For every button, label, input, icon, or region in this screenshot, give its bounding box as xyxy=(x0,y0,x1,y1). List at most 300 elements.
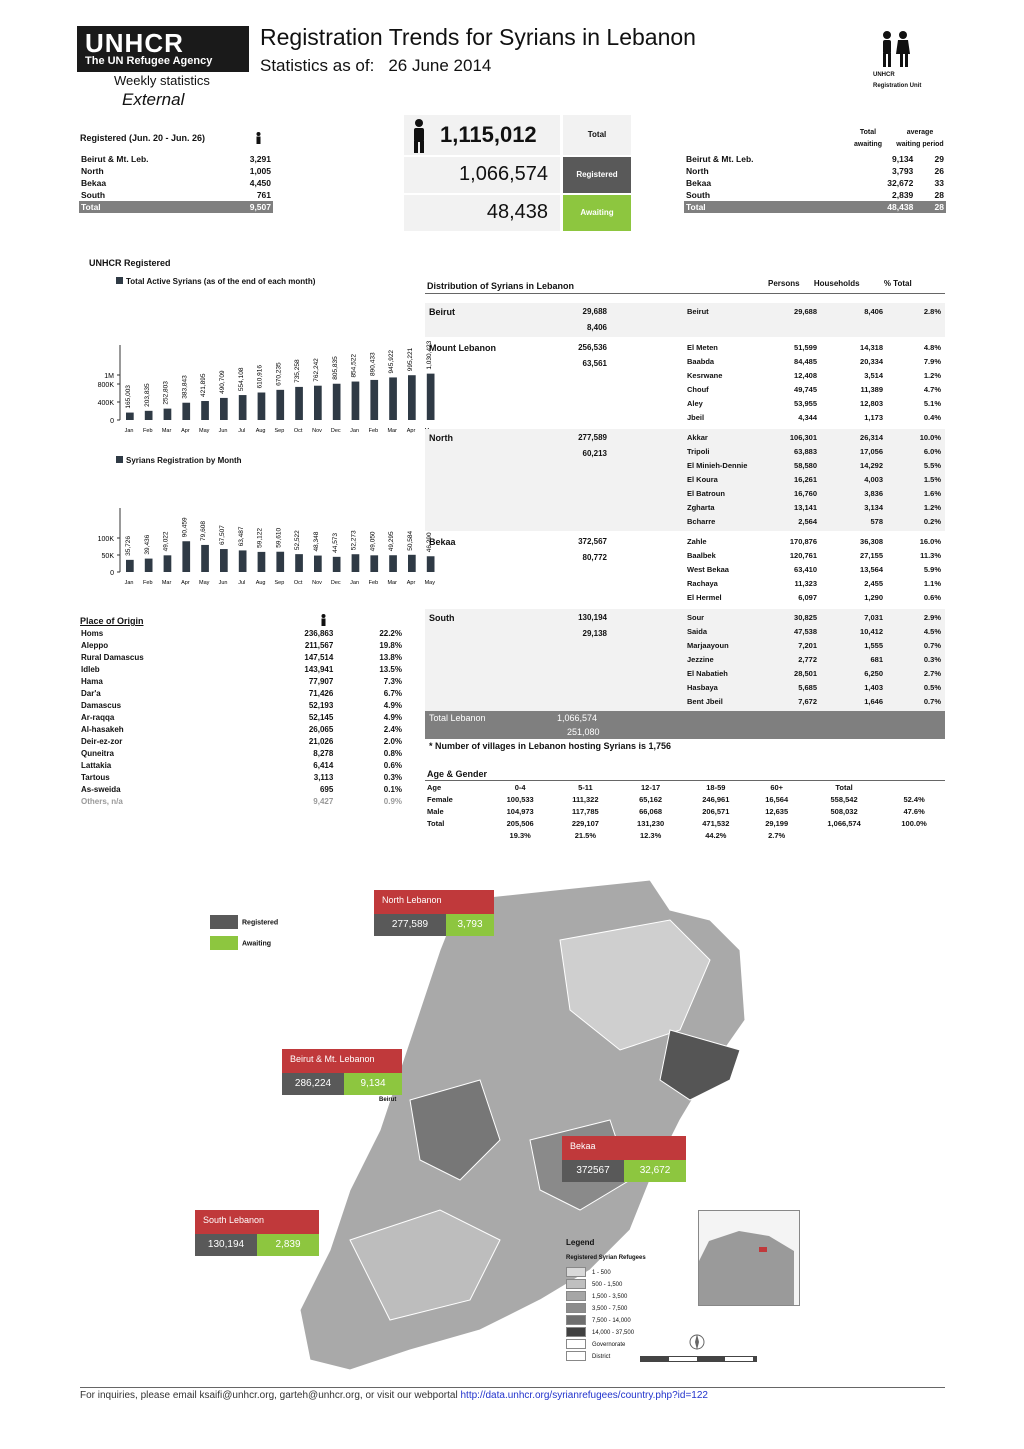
divider xyxy=(425,293,945,294)
y-tick-label: 400K xyxy=(97,400,114,407)
x-tick-label: Jul xyxy=(238,428,246,434)
chart1-legend-text: Total Active Syrians (as of the end of each month) xyxy=(126,277,316,286)
region-persons: 130,194 xyxy=(578,613,607,622)
district-name: El Minieh-Dennie xyxy=(687,461,748,470)
district-percent: 2.9% xyxy=(923,613,941,622)
district-households: 11,389 xyxy=(860,385,883,394)
district-households: 20,334 xyxy=(860,357,883,366)
table-cell: 4.9% xyxy=(383,701,402,710)
data-label: 762,242 xyxy=(313,358,320,382)
map-legend-registered xyxy=(210,915,278,929)
table-cell: Bekaa xyxy=(686,178,712,188)
district-persons: 5,685 xyxy=(798,683,817,692)
x-tick-label: May xyxy=(199,580,210,586)
percent-header: % Total xyxy=(883,279,912,288)
legend-swatch xyxy=(566,1267,586,1277)
table-cell: Female xyxy=(427,795,453,804)
table-cell: 4,450 xyxy=(249,178,271,188)
table-row xyxy=(425,782,945,794)
table-cell: 19.8% xyxy=(379,641,402,650)
registered-week-heading: Registered (Jun. 20 - Jun. 26) xyxy=(80,133,206,143)
data-label: 44,573 xyxy=(331,532,339,553)
data-label: 854,522 xyxy=(350,354,358,378)
awaiting-count: 48,438 xyxy=(486,201,548,223)
total-label: Total xyxy=(563,115,631,155)
bar xyxy=(276,552,284,572)
bar xyxy=(126,560,134,572)
legend-swatch xyxy=(566,1303,586,1313)
legend-label: Governorate xyxy=(592,1342,626,1348)
x-tick-label: Feb xyxy=(368,580,379,586)
table-cell: 2,839 xyxy=(892,190,914,200)
table-cell: 205,506 xyxy=(506,819,534,828)
table-cell: Dar'a xyxy=(81,689,101,698)
district-persons: 51,599 xyxy=(794,343,817,352)
callout-north-registered: 277,589 xyxy=(374,914,446,936)
villages-note: * Number of villages in Lebanon hosting Syrians is 1,756 xyxy=(429,741,672,751)
district-percent: 4.5% xyxy=(923,627,941,636)
table-row xyxy=(79,760,404,772)
bar xyxy=(145,411,153,420)
table-row xyxy=(684,189,946,201)
bar xyxy=(201,401,209,420)
x-tick-label: Jun xyxy=(218,580,228,586)
district-name: Beirut xyxy=(687,307,709,316)
callout-south-registered: 130,194 xyxy=(195,1234,257,1256)
data-label: 90,459 xyxy=(181,517,189,538)
table-cell: Deir-ez-zor xyxy=(81,737,123,746)
table-cell: 143,941 xyxy=(304,665,334,674)
district-percent: 0.5% xyxy=(923,683,941,692)
divider xyxy=(425,780,945,781)
data-label: 63,487 xyxy=(237,526,245,547)
distribution-heading: Distribution of Syrians in Lebanon xyxy=(427,281,575,291)
district-households: 1,173 xyxy=(864,413,883,422)
bar xyxy=(370,555,378,572)
table-row xyxy=(79,177,273,189)
map-legend-list xyxy=(566,1267,634,1363)
table-row xyxy=(684,165,946,177)
district-percent: 5.5% xyxy=(923,461,941,470)
stats-label: Statistics as of: xyxy=(260,56,375,75)
district-households: 8,406 xyxy=(864,307,883,316)
table-cell: 4.9% xyxy=(383,713,402,722)
legend-item xyxy=(566,1303,634,1315)
data-label: 52,522 xyxy=(294,530,302,551)
table-row xyxy=(79,628,404,640)
origin-table xyxy=(79,628,404,808)
district-households: 1,646 xyxy=(864,697,883,706)
origin-heading: Place of Origin xyxy=(80,616,144,626)
chart1-legend xyxy=(116,277,315,286)
bar xyxy=(314,556,322,572)
table-cell: 28 xyxy=(934,190,944,200)
data-label: 735,258 xyxy=(294,359,302,383)
callout-south-title: South Lebanon xyxy=(195,1210,319,1234)
district-percent: 0.7% xyxy=(923,641,941,650)
unit-line-1: UNHCR xyxy=(873,72,895,78)
table-cell: 147,514 xyxy=(304,653,334,662)
registered-count-box xyxy=(404,157,560,193)
table-cell: 246,961 xyxy=(702,795,730,804)
table-row xyxy=(79,676,404,688)
district-percent: 16.0% xyxy=(919,537,941,546)
table-cell: Al-hasakeh xyxy=(81,725,124,734)
district-persons: 63,883 xyxy=(794,447,817,456)
legend-item xyxy=(566,1291,634,1303)
data-label: 52,273 xyxy=(350,530,358,551)
region-households: 29,138 xyxy=(582,629,607,638)
table-cell: 21.5% xyxy=(574,831,597,840)
x-tick-label: Nov xyxy=(312,580,322,586)
unit-line-2: Registration Unit xyxy=(873,83,922,89)
district-name: Aley xyxy=(687,399,703,408)
district-name: Akkar xyxy=(687,433,708,442)
table-cell: Beirut & Mt. Leb. xyxy=(686,154,754,164)
bar xyxy=(295,387,303,420)
map-callout-north xyxy=(374,890,494,936)
table-cell: 0.9% xyxy=(383,797,402,806)
legend-label: 500 - 1,500 xyxy=(592,1282,623,1288)
bar xyxy=(333,557,341,572)
table-cell: As-sweida xyxy=(81,785,121,794)
legend-label: 1 - 500 xyxy=(592,1270,611,1276)
table-cell: Rural Damascus xyxy=(81,653,144,662)
x-tick-label: Aug xyxy=(255,580,266,586)
bar xyxy=(314,386,322,420)
person-icon xyxy=(410,119,428,153)
legend-item xyxy=(566,1279,634,1291)
households-header: Households xyxy=(813,279,860,288)
bar xyxy=(276,390,284,420)
table-row xyxy=(79,712,404,724)
data-label: 59,122 xyxy=(256,528,264,548)
table-row xyxy=(79,784,404,796)
district-name: Bent Jbeil xyxy=(687,697,723,706)
legend-swatch xyxy=(116,456,123,463)
table-row xyxy=(79,796,404,808)
data-label: 59,610 xyxy=(275,527,283,548)
table-cell: 77,907 xyxy=(308,677,334,686)
table-cell: 44.2% xyxy=(705,831,727,840)
table-cell: 508,032 xyxy=(830,807,858,816)
x-tick-label: Jun xyxy=(218,428,228,434)
table-row xyxy=(79,201,273,213)
lebanon-map xyxy=(240,880,760,1380)
district-percent: 1.2% xyxy=(923,371,941,380)
legend-swatch xyxy=(566,1339,586,1349)
x-tick-label: Dec xyxy=(330,580,341,586)
bar xyxy=(164,555,172,572)
district-percent: 6.0% xyxy=(923,447,941,456)
table-cell: 2.4% xyxy=(383,725,402,734)
x-tick-label: Feb xyxy=(143,580,153,586)
district-households: 3,836 xyxy=(864,489,883,498)
table-cell: 236,863 xyxy=(304,629,334,638)
district-name: Jezzine xyxy=(687,655,714,664)
table-row xyxy=(79,736,404,748)
data-label: 49,050 xyxy=(369,531,377,552)
chart1-heading: UNHCR Registered xyxy=(89,258,171,268)
table-cell: 12-17 xyxy=(641,783,661,792)
district-persons: 2,772 xyxy=(798,655,817,664)
bar xyxy=(258,552,266,572)
district-persons: 11,323 xyxy=(794,579,817,588)
table-cell: 33 xyxy=(934,178,944,188)
district-persons: 7,201 xyxy=(798,641,817,650)
table-cell: Age xyxy=(427,783,442,792)
total-count-box xyxy=(404,115,560,155)
persons-header: Persons xyxy=(768,279,800,288)
total-lebanon-households: 251,080 xyxy=(567,727,600,737)
table-cell: 13.8% xyxy=(379,653,402,662)
x-tick-label: May xyxy=(199,428,210,434)
region-persons: 277,589 xyxy=(578,433,607,442)
y-tick-label: 1M xyxy=(104,373,114,380)
legend-label: 14,000 - 37,500 xyxy=(592,1330,635,1336)
table-cell: 0.8% xyxy=(383,749,402,758)
x-tick-label: May xyxy=(424,580,435,586)
district-persons: 7,672 xyxy=(798,697,817,706)
table-cell: 52,145 xyxy=(308,713,334,722)
y-tick-label: 50K xyxy=(101,553,114,560)
map-legend-title: Legend xyxy=(566,1238,595,1247)
region-name: Mount Lebanon xyxy=(429,343,496,353)
table-cell: 6,414 xyxy=(313,761,334,770)
region-households: 8,406 xyxy=(586,323,607,332)
district-households: 1,290 xyxy=(864,593,883,602)
district-persons: 16,760 xyxy=(794,489,817,498)
x-tick-label: Apr xyxy=(181,580,190,586)
table-cell: 229,107 xyxy=(571,819,599,828)
legend-swatch xyxy=(116,277,123,284)
district-name: El Koura xyxy=(687,475,718,484)
district-households: 3,134 xyxy=(864,503,883,512)
logo-sub: The UN Refugee Agency xyxy=(85,55,213,67)
stats-date-line xyxy=(260,56,491,76)
callout-bekaa-title: Bekaa xyxy=(562,1136,686,1160)
map-legend-subtitle: Registered Syrian Refugees xyxy=(566,1255,646,1261)
district-percent: 4.7% xyxy=(923,385,941,394)
bar xyxy=(389,555,397,572)
table-cell: Beirut & Mt. Leb. xyxy=(81,154,149,164)
data-label: 203,835 xyxy=(143,383,151,407)
data-label: 39,436 xyxy=(143,534,151,555)
legend-swatch xyxy=(566,1351,586,1361)
awaiting-label: Awaiting xyxy=(563,195,631,231)
table-cell: 12,635 xyxy=(765,807,789,816)
data-label: 67,507 xyxy=(219,525,226,546)
district-persons: 2,564 xyxy=(798,517,817,526)
data-label: 554,108 xyxy=(237,367,245,392)
table-cell: 117,785 xyxy=(572,807,599,816)
district-percent: 5.1% xyxy=(923,399,941,408)
district-persons: 84,485 xyxy=(794,357,817,366)
table-row xyxy=(684,201,946,213)
district-households: 681 xyxy=(870,655,883,664)
table-cell: 16,564 xyxy=(765,795,789,804)
district-percent: 0.6% xyxy=(923,593,941,602)
data-label: 49,295 xyxy=(388,531,396,552)
district-name: Zgharta xyxy=(687,503,715,512)
total-lebanon-persons: 1,066,574 xyxy=(557,713,598,723)
district-name: Chouf xyxy=(687,385,709,394)
table-row xyxy=(684,153,946,165)
district-persons: 47,538 xyxy=(794,627,817,636)
data-label: 421,895 xyxy=(200,373,208,398)
table-cell: 1,066,574 xyxy=(827,819,861,828)
bar xyxy=(389,377,397,420)
x-tick-label: Jul xyxy=(238,580,246,586)
table-cell: North xyxy=(686,166,709,176)
table-cell: Idleb xyxy=(81,665,100,674)
table-cell: 2.7% xyxy=(768,831,786,840)
district-name: Kesrwane xyxy=(687,371,723,380)
table-cell: Total xyxy=(835,783,853,792)
data-label: 50,584 xyxy=(407,530,414,551)
district-percent: 2.7% xyxy=(923,669,941,678)
callout-beirut-title: Beirut & Mt. Lebanon xyxy=(282,1049,402,1073)
district-households: 7,031 xyxy=(864,613,883,622)
people-icon xyxy=(878,30,914,75)
table-cell xyxy=(883,782,945,794)
region-block xyxy=(425,609,945,711)
table-cell: 0.6% xyxy=(383,761,402,770)
table-cell: 26,065 xyxy=(308,725,334,734)
legend-swatch xyxy=(566,1315,586,1325)
x-tick-label: Aug xyxy=(255,428,266,434)
callout-south-awaiting: 2,839 xyxy=(257,1234,319,1256)
legend-label: 1,500 - 3,500 xyxy=(592,1294,628,1300)
registered-count: 1,066,574 xyxy=(459,163,548,185)
district-households: 14,318 xyxy=(860,343,883,352)
table-cell: 3,291 xyxy=(249,154,271,164)
weekly-label: Weekly statistics xyxy=(114,73,210,88)
table-cell: Male xyxy=(427,807,444,816)
district-percent: 1.5% xyxy=(923,475,941,484)
table-cell: 695 xyxy=(319,785,334,794)
callout-bekaa-awaiting: 32,672 xyxy=(624,1160,686,1182)
legend-swatch xyxy=(566,1279,586,1289)
footer-divider xyxy=(80,1387,945,1388)
table-cell: 100,533 xyxy=(506,795,534,804)
y-tick-label: 0 xyxy=(110,570,114,577)
table-cell: 65,162 xyxy=(639,795,663,804)
bar xyxy=(408,375,416,420)
map-legend-awaiting xyxy=(210,936,271,950)
district-name: Hasbaya xyxy=(687,683,718,692)
district-households: 27,155 xyxy=(860,551,883,560)
x-tick-label: Mar xyxy=(161,580,172,586)
distribution-col-headers xyxy=(768,279,912,288)
x-tick-label: Oct xyxy=(293,580,303,586)
table-cell: 66,068 xyxy=(639,807,663,816)
map-callout-south xyxy=(195,1210,319,1256)
bar xyxy=(164,409,172,420)
district-percent: 0.3% xyxy=(923,655,941,664)
map-legend-awaiting-text: Awaiting xyxy=(242,940,272,948)
y-tick-label: 800K xyxy=(97,382,114,389)
district-percent: 4.8% xyxy=(923,343,941,352)
district-name: West Bekaa xyxy=(687,565,729,574)
webportal-link[interactable]: http://data.unhcr.org/syrianrefugees/country.php?id=122 xyxy=(460,1390,708,1401)
data-label: 79,608 xyxy=(200,521,208,541)
district-households: 3,514 xyxy=(864,371,883,380)
chart2-legend-text: Syrians Registration by Month xyxy=(126,456,242,465)
table-cell: 131,230 xyxy=(637,819,665,828)
table-cell: Total xyxy=(81,202,101,212)
table-cell: 47.6% xyxy=(903,807,925,816)
district-persons: 13,141 xyxy=(794,503,817,512)
table-cell: 19.3% xyxy=(509,831,531,840)
district-name: Saida xyxy=(687,627,708,636)
map-beirut-label: Beirut xyxy=(379,1097,397,1103)
district-name: Baalbek xyxy=(687,551,716,560)
x-tick-label: Sep xyxy=(274,428,285,434)
district-name: Baabda xyxy=(687,357,715,366)
data-label: 383,843 xyxy=(181,375,189,399)
bar xyxy=(258,393,266,420)
data-label: 805,835 xyxy=(331,356,339,380)
x-tick-label: Mar xyxy=(387,580,397,586)
district-name: Rachaya xyxy=(687,579,718,588)
district-households: 6,250 xyxy=(864,669,883,678)
age-gender-table xyxy=(425,782,945,842)
table-cell: 26 xyxy=(934,166,944,176)
inset-map xyxy=(698,1210,800,1306)
legend-item xyxy=(566,1315,634,1327)
table-cell: 71,426 xyxy=(308,689,334,698)
district-name: El Hermel xyxy=(687,593,722,602)
bar xyxy=(333,384,341,420)
district-households: 13,564 xyxy=(860,565,883,574)
table-cell: Aleppo xyxy=(81,641,109,650)
table-cell: South xyxy=(81,190,106,200)
data-label: 252,803 xyxy=(162,381,170,405)
table-cell: 5-11 xyxy=(578,783,593,792)
district-name: Marjaayoun xyxy=(687,641,729,650)
district-percent: 5.9% xyxy=(923,565,941,574)
table-cell: 100.0% xyxy=(901,819,927,828)
region-households: 60,213 xyxy=(582,449,607,458)
table-row xyxy=(79,165,273,177)
table-row xyxy=(79,640,404,652)
district-households: 14,292 xyxy=(860,461,883,470)
legend-item xyxy=(566,1327,634,1339)
table-row xyxy=(425,830,945,842)
x-tick-label: Jan xyxy=(124,580,134,586)
legend-item xyxy=(566,1267,634,1279)
region-name: Bekaa xyxy=(429,537,456,547)
callout-beirut-registered: 286,224 xyxy=(282,1073,344,1095)
district-persons: 120,761 xyxy=(789,551,817,560)
table-cell: 206,571 xyxy=(702,807,730,816)
table-cell: 52,193 xyxy=(308,701,334,710)
x-tick-label: Feb xyxy=(368,428,379,434)
external-label: External xyxy=(122,90,185,109)
x-tick-label: Jan xyxy=(350,580,360,586)
footer-text: For inquiries, please email ksaifi@unhcr.org, garteh@unhcr.org, or visit our webportal xyxy=(80,1390,461,1401)
table-cell: 111,322 xyxy=(572,795,599,804)
table-row xyxy=(79,652,404,664)
awaiting-swatch xyxy=(210,936,238,950)
table-cell: 3,113 xyxy=(313,773,334,782)
data-label: 1,030,423 xyxy=(425,340,433,370)
data-label: 890,433 xyxy=(369,352,377,376)
callout-north-awaiting: 3,793 xyxy=(446,914,494,936)
x-tick-label: Apr xyxy=(406,428,416,434)
awaiting-count-box xyxy=(404,195,560,231)
